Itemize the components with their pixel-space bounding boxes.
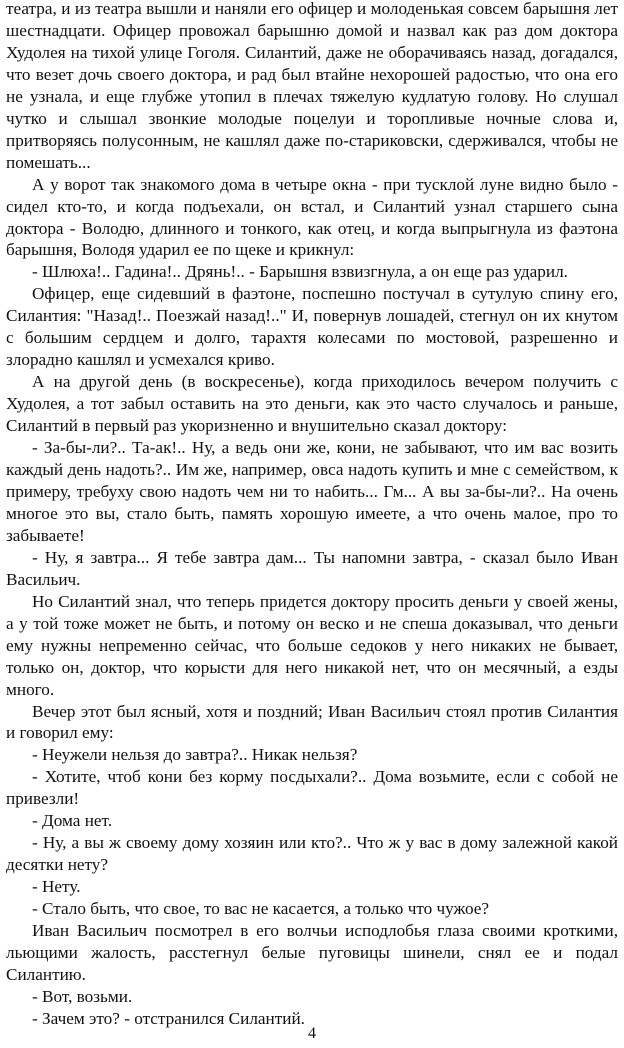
page-number: 4	[308, 1025, 316, 1042]
paragraph-3: - Шлюха!.. Гадина!.. Дрянь!.. - Барышня взвизгнула, а он еще раз ударил.	[32, 262, 568, 282]
paragraph-14: - Нету.	[32, 877, 81, 897]
paragraph-1: театра, и из театра вышли и наняли его офицер и молоденькая совсем барышня лет шестнадцати. Офицер провожал барышню домой и назвал как раз дом доктора Худолея на тихой улице Гоголя. Силантий, даже не оборачиваясь назад, догадался, что везет дочь своего доктора, и рад был втайне нехорошей радостью, что она его не узнала, и еще глубже утопил в плечах тяжелую кудлатую голову. Но слушал чутко и слышал звонкие молодые поцелуи и торопливые ночные слова и, притворяясь полусонным, не кашлял даже по-стариковски, сдерживался, чтобы не помешать...	[6, 0, 618, 172]
paragraph-16: Иван Васильич посмотрел в его волчьи исподлобья глаза своими кроткими, льющими жалость, расстегнул белые пуговицы шинели, снял ее и подал Силантию.	[6, 921, 618, 984]
paragraph-12: - Дома нет.	[32, 811, 113, 831]
paragraph-17: - Вот, возьми.	[32, 986, 133, 1006]
book-page	[6, 0, 618, 1048]
paragraph-5: А на другой день (в воскресенье), когда приходилось вечером получить с Худолея, а тот забыл оставить на это деньги, как это часто случалось и раньше, Силантий в первый раз укоризненно и внушительно сказал доктору:	[6, 372, 618, 436]
paragraph-18: - Зачем это? - отстранился Силантий.	[32, 1008, 305, 1028]
paragraph-10: - Неужели нельзя до завтра?.. Никак нельзя?	[32, 745, 358, 765]
paragraph-13: - Ну, а вы ж своему дому хозяин или кто?.. Что ж у вас в дому залежной какой десятки нету?	[6, 833, 618, 875]
paragraph-6: - За-бы-ли?.. Та-ак!.. Ну, а ведь они же, кони, не забывают, что им вас возить каждый день надоть?.. Им же, например, овса надоть купить и мне с семейством, к примеру, требуху свою надоть чем ни то набить... Гм... А вы за-бы-ли?.. На очень многое это вы, стало быть, память хорошую имеете, а что очень малое, про то забываете!	[6, 438, 618, 545]
paragraph-11: - Хотите, чтоб кони без корму посдыхали?.. Дома возьмите, если с собой не привезли!	[6, 767, 618, 809]
paragraph-2: А у ворот так знакомого дома в четыре окна - при тусклой луне видно было - сидел кто-то, и когда подъехали, он встал, и Силантий узнал старшего сына доктора - Володю, длинного и тонкого, как отец, и когда выпрыгнула из фаэтона барышня, Володя ударил ее по щеке и крикнул:	[6, 174, 618, 260]
paragraph-7: - Ну, я завтра... Я тебе завтра дам... Ты напомни завтра, - сказал было Иван Васильич.	[6, 547, 618, 589]
paragraph-4: Офицер, еще сидевший в фаэтоне, поспешно постучал в сутулую спину его, Силантия: "Назад!.. Поезжай назад!.." И, повернув лошадей, стегнул он их кнутом с большим сердцем и долго, тарахтя колесами по мостовой, разрешенно и злорадно кашлял и усмехался криво.	[6, 284, 618, 370]
paragraph-15: - Стало быть, что свое, то вас не касается, а только что чужое?	[32, 899, 490, 919]
page-text	[6, 0, 618, 1030]
paragraph-8: Но Силантий знал, что теперь придется доктору просить деньги у своей жены, а у той тоже может не быть, и потому он веско и не спеша доказывал, что деньги ему нужны непременно сейчас, что больше седоков у него никаких не бывает, только он, доктор, что корысти для него никакой нет, что он месячный, а езды много.	[6, 591, 618, 699]
paragraph-9: Вечер этот был ясный, хотя и поздний; Иван Васильич стоял против Силантия и говорил ему:	[6, 701, 618, 743]
